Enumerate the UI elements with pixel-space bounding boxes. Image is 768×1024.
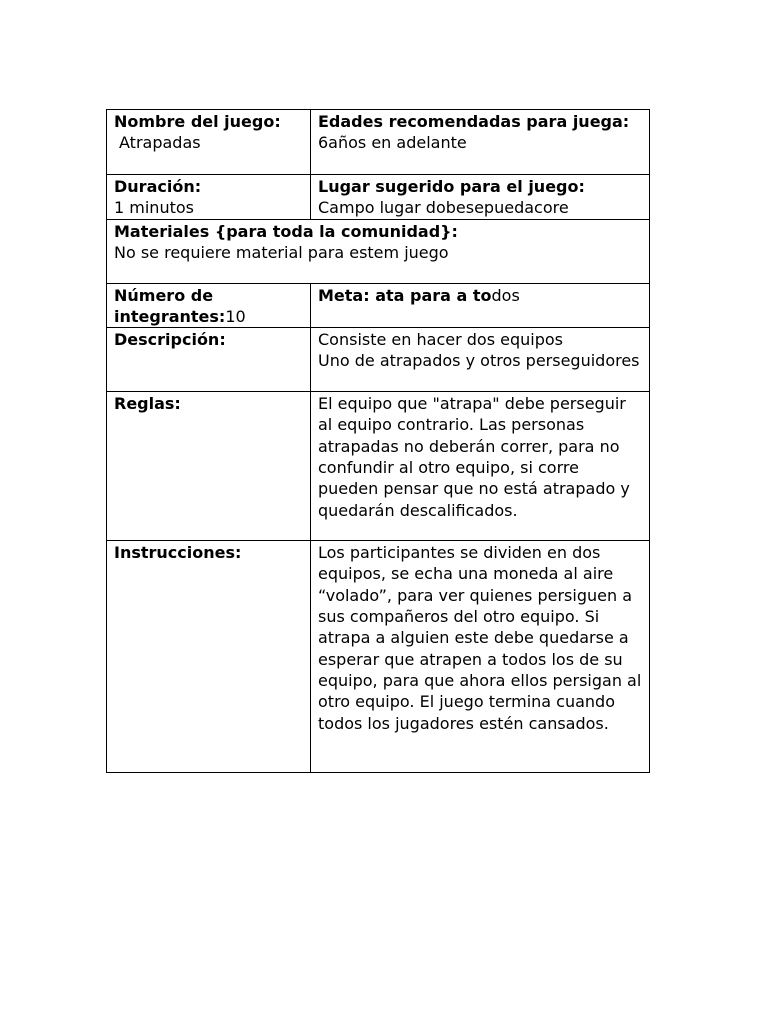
members-label: Número de integrantes: (114, 285, 226, 326)
description-label: Descripción: (114, 330, 226, 350)
cell-members (107, 283, 311, 328)
cell-goal (311, 283, 650, 328)
cell-instructions-value (311, 541, 650, 773)
description-value: Consiste en hacer dos equipos Uno de atrapados y otros perseguidores (318, 330, 640, 371)
cell-suggested-place (311, 175, 650, 220)
game-card-table (106, 109, 650, 773)
ages-value: 6años en adelante (318, 133, 467, 153)
cell-description-value (311, 328, 650, 392)
cell-recommended-ages (311, 110, 650, 175)
members-value: 10 (225, 306, 246, 326)
cell-description-label (107, 328, 311, 392)
row-description (107, 328, 650, 392)
row-instructions (107, 541, 650, 773)
cell-rules-value (311, 392, 650, 541)
cell-game-name (107, 110, 311, 175)
materials-label: Materiales {para toda la comunidad}: (114, 221, 458, 241)
place-label: Lugar sugerido para el juego: (318, 177, 585, 196)
game-name-value: Atrapadas (119, 133, 201, 153)
rules-value: El equipo que "atrapa" debe perseguir al equipo contrario. Las personas atrapadas no deberán correr, para no confundir al otro equipo, si corre pueden pensar que no está atrapado y quedarán descalificados. (318, 394, 630, 520)
rules-label: Reglas: (114, 394, 181, 414)
cell-duration (107, 175, 311, 220)
goal-value: dos (491, 285, 520, 305)
duration-value: 1 minutos (114, 198, 194, 218)
row-materials (107, 219, 650, 283)
cell-instructions-label (107, 541, 311, 773)
row-duration-place (107, 175, 650, 220)
materials-value: No se requiere material para estem juego (114, 242, 449, 262)
ages-label: Edades recomendadas para juega: (318, 112, 630, 131)
duration-label: Duración: (114, 177, 202, 196)
cell-materials (107, 219, 650, 283)
place-value: Campo lugar dobesepuedacore (318, 198, 569, 218)
row-members-goal (107, 283, 650, 328)
game-name-label: Nombre del juego: (114, 112, 281, 131)
instructions-value: Los participantes se dividen en dos equipos, se echa una moneda al aire “volado”, para ver quienes persiguen a sus compañeros del otro equipo. Si atrapa a alguien este debe quedarse a esperar que atrapen a todos los de su equipo, para que ahora ellos persigan al otro equipo. El juego termina cuando todos los jugadores estén cansados. (318, 543, 642, 733)
goal-label: Meta: ata para a to (318, 285, 492, 305)
instructions-label: Instrucciones: (114, 543, 242, 563)
row-name-ages (107, 110, 650, 175)
row-rules (107, 392, 650, 541)
cell-rules-label (107, 392, 311, 541)
